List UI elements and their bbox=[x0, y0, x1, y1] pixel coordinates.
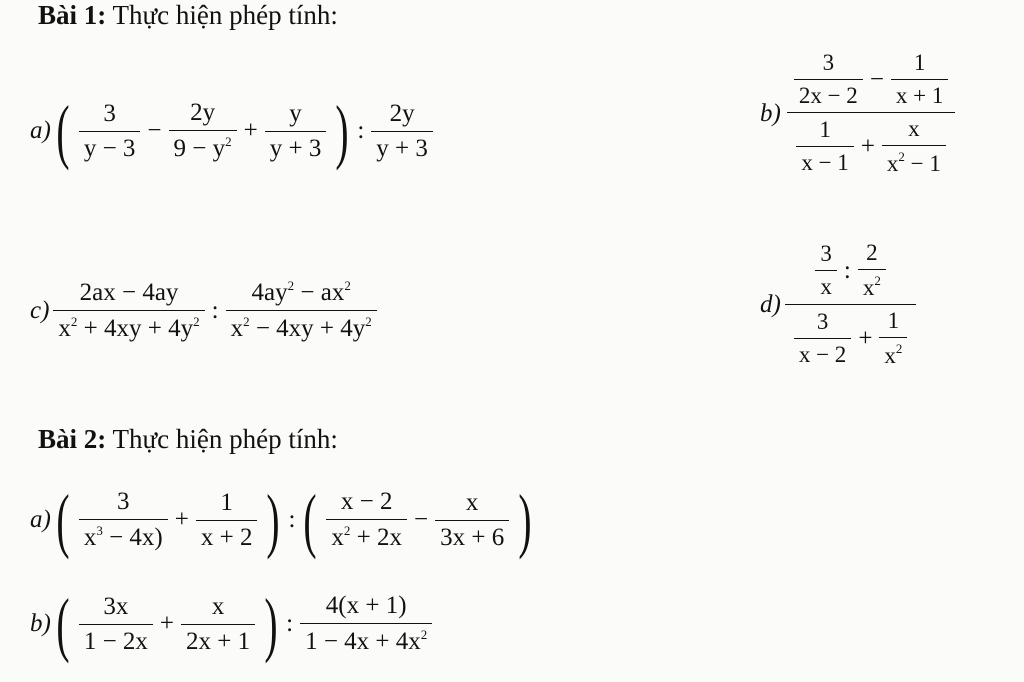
right-paren: ) bbox=[518, 480, 532, 560]
exponent: 2 bbox=[365, 314, 372, 329]
denominator: 2x + 1 bbox=[181, 624, 255, 656]
numerator: 3 bbox=[103, 99, 116, 127]
denominator bbox=[169, 130, 237, 163]
exponent: 2 bbox=[874, 273, 881, 288]
den-part: + 2x bbox=[350, 524, 402, 551]
fraction bbox=[891, 50, 948, 109]
numerator: x bbox=[908, 116, 920, 141]
operator: + bbox=[860, 132, 875, 160]
exponent: 2 bbox=[343, 523, 351, 538]
left-paren: ( bbox=[56, 584, 70, 664]
right-paren: ) bbox=[264, 584, 278, 664]
numerator: 3 bbox=[822, 50, 835, 75]
denominator bbox=[785, 304, 917, 369]
bai1-heading bbox=[38, 0, 338, 31]
operator: : bbox=[357, 117, 365, 144]
numerator: x − 2 bbox=[340, 488, 393, 515]
den-part: x bbox=[230, 315, 244, 342]
num-part: 4ay bbox=[251, 279, 288, 306]
exponent: 2 bbox=[243, 314, 250, 329]
exponent: 2 bbox=[225, 134, 232, 149]
fraction bbox=[794, 309, 851, 368]
denominator bbox=[300, 623, 432, 656]
problem-label: c) bbox=[30, 296, 50, 324]
den-part: − 4x) bbox=[102, 524, 163, 551]
operator: − bbox=[147, 117, 162, 144]
fraction bbox=[196, 489, 258, 552]
problem-label: b) bbox=[760, 99, 781, 127]
bai2-title-text: Thực hiện phép tính: bbox=[106, 424, 338, 454]
denominator: y + 3 bbox=[265, 131, 327, 163]
denominator bbox=[787, 112, 955, 177]
numerator: 1 bbox=[220, 488, 233, 516]
right-paren: ) bbox=[266, 480, 281, 560]
numerator: 1 bbox=[887, 308, 900, 333]
den-part: − 4xy + 4y bbox=[249, 315, 366, 342]
problem-label: d) bbox=[760, 290, 781, 318]
den-part: 1 − 4x + 4x bbox=[305, 628, 421, 655]
bai2-problem-a bbox=[30, 480, 537, 560]
exponent: 2 bbox=[895, 341, 903, 356]
numerator: 3 bbox=[820, 241, 832, 266]
operator: − bbox=[414, 506, 429, 533]
denominator: x bbox=[815, 270, 837, 300]
denominator: x + 2 bbox=[196, 520, 258, 552]
numerator: x bbox=[211, 592, 225, 620]
left-paren: ( bbox=[303, 480, 317, 560]
fraction bbox=[879, 308, 907, 369]
problem-label: b) bbox=[30, 610, 51, 637]
den-part: x bbox=[83, 524, 97, 551]
numerator: 1 bbox=[913, 50, 926, 75]
left-paren: ( bbox=[56, 480, 70, 560]
denominator bbox=[226, 310, 377, 343]
numerator bbox=[806, 240, 894, 304]
bai1-problem-c bbox=[30, 278, 381, 343]
fraction bbox=[435, 489, 509, 552]
numerator: 3 bbox=[117, 488, 130, 515]
num-part: − ax bbox=[294, 279, 345, 306]
fraction bbox=[815, 241, 837, 300]
denominator: x − 2 bbox=[794, 338, 851, 368]
fraction bbox=[882, 116, 946, 177]
den-part: x bbox=[58, 314, 71, 342]
operator: : bbox=[843, 256, 851, 284]
den-tail: − 1 bbox=[904, 151, 941, 176]
denominator bbox=[858, 269, 886, 301]
den-part: + 4xy + 4y bbox=[77, 314, 194, 342]
operator: + bbox=[159, 610, 175, 637]
numerator: 2y bbox=[389, 99, 415, 127]
fraction bbox=[53, 279, 204, 343]
denominator bbox=[79, 519, 168, 552]
numerator: 3x bbox=[103, 592, 129, 620]
compound-fraction bbox=[785, 240, 917, 369]
fraction bbox=[326, 488, 407, 552]
denominator bbox=[882, 145, 946, 177]
operator: : bbox=[288, 506, 296, 533]
fraction bbox=[858, 240, 886, 301]
bai2-problem-b bbox=[30, 584, 436, 664]
fraction bbox=[226, 278, 377, 343]
numerator: y bbox=[289, 99, 302, 127]
denominator: y − 3 bbox=[79, 131, 141, 163]
numerator: 2 bbox=[866, 240, 878, 265]
fraction bbox=[79, 593, 153, 656]
bai2-heading bbox=[38, 424, 338, 455]
fraction bbox=[79, 488, 168, 552]
operator: + bbox=[243, 117, 258, 144]
numerator: 2y bbox=[190, 99, 216, 126]
fraction bbox=[265, 100, 327, 163]
exponent: 2 bbox=[344, 278, 351, 293]
numerator bbox=[247, 278, 356, 310]
numerator: 2ax − 4ay bbox=[79, 278, 179, 306]
denominator bbox=[326, 519, 407, 552]
fraction bbox=[794, 50, 863, 109]
operator: : bbox=[211, 296, 219, 324]
fraction bbox=[371, 100, 433, 163]
denominator: 1 − 2x bbox=[79, 624, 153, 656]
bai1-problem-a bbox=[30, 91, 437, 171]
problem-label: a) bbox=[30, 506, 51, 533]
den-part: x bbox=[331, 524, 344, 551]
den-base: x bbox=[886, 151, 899, 176]
denominator: x − 1 bbox=[796, 146, 853, 176]
numerator bbox=[785, 50, 958, 112]
compound-fraction bbox=[785, 50, 958, 177]
bai1-title-bold: Bài 1: bbox=[38, 0, 107, 30]
numerator: 3 bbox=[816, 309, 829, 334]
den-base: x bbox=[884, 343, 896, 368]
bai2-title-bold: Bài 2: bbox=[38, 424, 107, 454]
fraction bbox=[169, 99, 237, 163]
fraction bbox=[181, 593, 255, 656]
problem-label: a) bbox=[30, 117, 51, 144]
bai1-problem-b bbox=[760, 50, 961, 177]
bai1-problem-d bbox=[760, 240, 920, 369]
exponent: 2 bbox=[70, 313, 78, 329]
right-paren: ) bbox=[335, 91, 349, 171]
numerator: x bbox=[465, 488, 479, 516]
bai1-title-text: Thực hiện phép tính: bbox=[106, 0, 338, 30]
denominator: 2x − 2 bbox=[794, 79, 863, 109]
operator: + bbox=[858, 324, 873, 352]
fraction bbox=[796, 117, 853, 176]
denominator: x + 1 bbox=[891, 79, 948, 109]
operator: + bbox=[174, 506, 189, 533]
exponent: 2 bbox=[193, 313, 200, 329]
denominator: y + 3 bbox=[371, 131, 433, 163]
den-base: x bbox=[862, 275, 875, 300]
denominator bbox=[879, 337, 907, 369]
numerator: 4(x + 1) bbox=[325, 592, 407, 619]
exponent: 3 bbox=[96, 523, 103, 538]
exponent: 2 bbox=[287, 278, 295, 293]
denominator bbox=[53, 310, 204, 343]
exponent: 2 bbox=[898, 149, 905, 164]
denominator: 3x + 6 bbox=[435, 520, 509, 552]
operator: − bbox=[869, 65, 884, 93]
den-base: 9 − y bbox=[173, 135, 226, 162]
fraction bbox=[79, 100, 141, 163]
left-paren: ( bbox=[56, 91, 70, 171]
numerator: 1 bbox=[819, 117, 831, 142]
operator: : bbox=[286, 610, 294, 637]
exponent: 2 bbox=[420, 627, 428, 642]
fraction bbox=[300, 592, 432, 656]
